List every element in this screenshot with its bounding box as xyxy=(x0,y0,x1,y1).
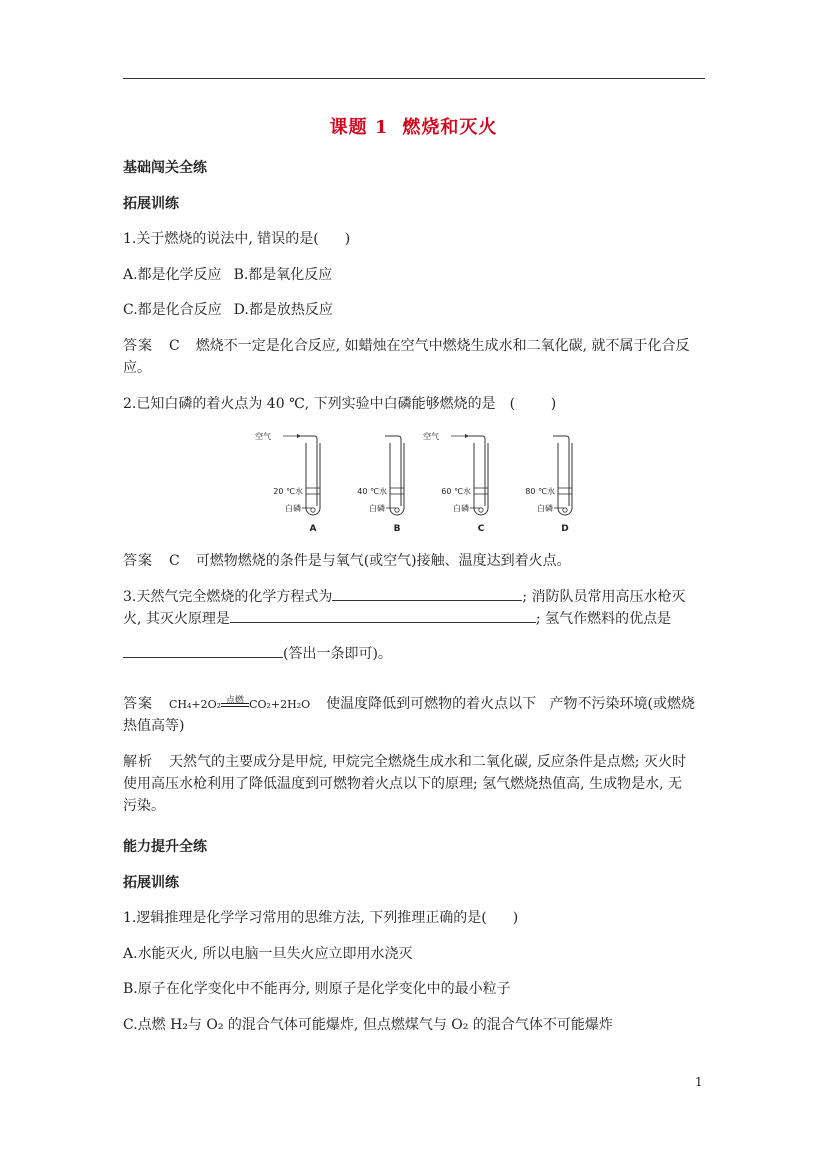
answer-label: 答案 xyxy=(123,338,153,354)
air-label: 空气 xyxy=(255,432,271,441)
explanation-text: 天然气的主要成分是甲烷, 甲烷完全燃烧生成水和二氧化碳, 反应条件是点燃; 灭火时 xyxy=(169,754,686,770)
white-phosphorus xyxy=(479,508,483,512)
equation-right: CO₂+2H₂O xyxy=(249,698,311,711)
q1-stem-text: 1.关于燃烧的说法中, 错误的是( xyxy=(123,231,319,247)
tube-letter: D xyxy=(561,524,569,534)
white-phosphorus xyxy=(563,508,567,512)
phosphorus-label: 白磷 xyxy=(285,504,301,513)
q3-answer xyxy=(123,693,695,716)
q2-answer-paren: ( ) xyxy=(509,396,557,412)
section-heading-basic: 基础闯关全练 xyxy=(123,160,207,176)
water-temp-label: 40 ℃水 xyxy=(357,487,387,496)
q4-option-a: A.水能灭火, 所以电脑一旦失火应立即用水浇灭 xyxy=(123,946,413,962)
q4-option-c: C.点燃 H₂与 O₂ 的混合气体可能爆炸, 但点燃煤气与 O₂ 的混合气体不可能爆炸 xyxy=(123,1017,613,1033)
subsection-heading-1: 拓展训练 xyxy=(123,196,179,212)
air-arrow-head xyxy=(465,434,469,438)
tube-letter: A xyxy=(309,524,317,534)
explanation-label: 解析 xyxy=(123,754,153,770)
section-heading-advanced: 能力提升全练 xyxy=(123,839,207,855)
water-temp-label: 60 ℃水 xyxy=(441,487,471,496)
water-temp-label: 20 ℃水 xyxy=(273,487,303,496)
q3-text: 3.天然气完全燃烧的化学方程式为 xyxy=(123,589,333,605)
q3-explanation-cont: 使用高压水枪利用了降低温度到可燃物着火点以下的原理; 氢气燃烧热值高, 生成物是水, 无 xyxy=(123,776,682,792)
q3-explanation-cont: 污染。 xyxy=(123,798,165,814)
water-temp-label: 80 ℃水 xyxy=(525,487,555,496)
tube-letter: B xyxy=(393,524,401,534)
subsection-heading-2: 拓展训练 xyxy=(123,875,179,891)
q1-option-c: C.都是化合反应 xyxy=(123,302,222,318)
q3-line3 xyxy=(123,643,392,665)
air-arrow-head xyxy=(297,434,301,438)
q1-options-row1 xyxy=(123,264,332,286)
gas-tube xyxy=(553,436,569,506)
q2-stem-text: 2.已知白磷的着火点为 40 ℃, 下列实验中白磷能够燃烧的是 xyxy=(123,396,496,412)
test-tube xyxy=(306,443,320,515)
q1-option-b: B.都是氧化反应 xyxy=(233,267,333,283)
answer-text: 可燃物燃烧的条件是与氧气(或空气)接触、温度达到着火点。 xyxy=(195,553,571,569)
header-rule xyxy=(123,78,705,79)
q1-close-paren: ) xyxy=(344,231,351,247)
answer-label: 答案 xyxy=(123,553,153,569)
answer-label: 答案 xyxy=(123,696,153,712)
white-phosphorus xyxy=(395,508,399,512)
q3-explanation xyxy=(123,751,686,773)
q4-close-paren: ) xyxy=(512,910,519,926)
tube-letter: C xyxy=(477,524,485,534)
q3-line1 xyxy=(123,586,686,608)
q1-answer-cont: 应。 xyxy=(123,360,151,376)
phosphorus-label: 白磷 xyxy=(369,504,385,513)
q3-line2 xyxy=(123,608,671,630)
q3-text: (答出一条即可)。 xyxy=(283,646,392,662)
test-tube xyxy=(558,443,572,515)
gas-tube xyxy=(469,436,485,506)
answer-key: C xyxy=(169,553,180,569)
phosphorus-label: 白磷 xyxy=(537,504,553,513)
gas-tube xyxy=(385,436,401,506)
q3-text: 火, 其灭火原理是 xyxy=(123,611,230,627)
test-tube-figure xyxy=(250,428,590,540)
q2-stem xyxy=(123,393,556,415)
page-number: 1 xyxy=(695,1075,703,1089)
q4-option-b: B.原子在化学变化中不能再分, 则原子是化学变化中的最小粒子 xyxy=(123,981,511,997)
answer-text: 使温度降低到可燃物的着火点以下 产物不污染环境(或燃烧 xyxy=(326,696,695,712)
title-name: 燃烧和灭火 xyxy=(402,117,498,138)
equation-left: CH₄+2O₂ xyxy=(169,698,222,711)
test-tube xyxy=(474,443,488,515)
page-title xyxy=(0,113,827,139)
q1-options-row2 xyxy=(123,299,333,321)
q3-answer-cont: 热值高等) xyxy=(123,718,185,734)
title-number: 课题 1 xyxy=(329,117,389,138)
q3-text: ; 氢气作燃料的优点是 xyxy=(535,611,672,627)
q4-stem xyxy=(123,907,518,929)
white-phosphorus xyxy=(311,508,315,512)
q1-stem xyxy=(123,228,350,250)
q1-option-a: A.都是化学反应 xyxy=(123,267,222,283)
phosphorus-label: 白磷 xyxy=(453,504,469,513)
reaction-condition: 点燃 xyxy=(226,696,245,706)
answer-key: C xyxy=(169,338,180,354)
answer-text: 燃烧不一定是化合反应, 如蜡烛在空气中燃烧生成水和二氧化碳, 就不属于化合反 xyxy=(195,338,690,354)
q2-answer xyxy=(123,550,571,572)
answer-blank xyxy=(230,608,536,623)
answer-blank xyxy=(123,643,283,658)
answer-blank xyxy=(332,586,522,601)
air-label: 空气 xyxy=(423,432,439,441)
q1-option-d: D.都是放热反应 xyxy=(233,302,333,318)
test-tube xyxy=(390,443,404,515)
q3-text: ; 消防队员常用高压水枪灭 xyxy=(522,589,686,605)
gas-tube xyxy=(301,436,317,506)
reaction-arrow xyxy=(221,698,249,710)
q4-stem-text: 1.逻辑推理是化学学习常用的思维方法, 下列推理正确的是( xyxy=(123,910,487,926)
q1-answer xyxy=(123,335,690,357)
